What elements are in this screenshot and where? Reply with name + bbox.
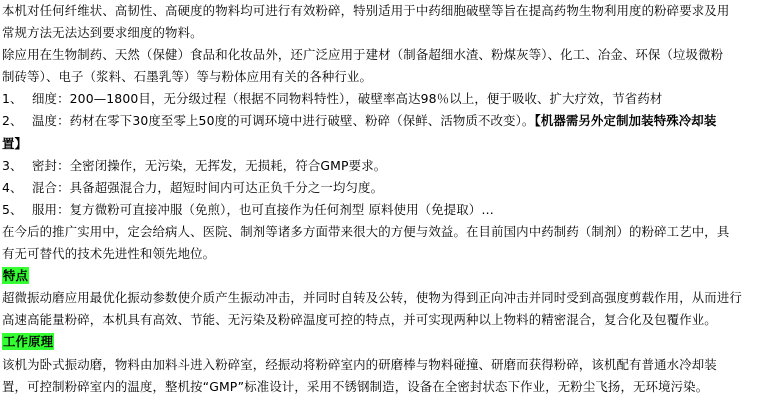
- section-heading-principle: 工作原理: [3, 334, 54, 350]
- feature-text: 密封：全密闭操作，无污染，无挥发，无损耗，符合GMP要求。: [32, 157, 387, 173]
- feature-number: 2、: [2, 113, 23, 129]
- feature-bold-note: 【机器需另外定制加装特殊冷却装: [534, 113, 717, 129]
- feature-bold-note-continued: 置】: [2, 135, 28, 151]
- section-heading-principle-row: [2, 331, 759, 353]
- feature-item-dosage: [2, 199, 759, 221]
- feature-number: 4、: [2, 179, 23, 195]
- feature-number: 1、: [2, 91, 23, 107]
- outlook-line-1: 在今后的推广实用中，定会给病人、医院、制剂等诸多方面带来很大的方便与效益。在目前国内中药制药（制剂）的粉碎工艺中，具: [2, 223, 730, 239]
- principle-description-line-1: 该机为卧式振动磨，物料由加料斗进入粉碎室，经振动将粉碎室内的研磨棒与物料碰撞、研磨而获得粉碎，该机配有普通水冷却装: [2, 356, 717, 372]
- principle-description-line-2: 置，可控制粉碎室内的温度，整机按“GMP”标准设计，采用不锈钢制造，设备在全密封状态下作业，无粉尘飞扬，无环境污染。: [2, 378, 709, 394]
- intro-paragraph-1-line-2: 常规方法无法达到要求细度的物料。: [2, 25, 203, 41]
- section-heading-features: 特点: [3, 268, 29, 284]
- intro-paragraph-2-line-2: 制砖等）、电子（浆料、石墨乳等）等与粉体应用有关的各种行业。: [2, 69, 373, 85]
- intro-paragraph-1-line-1: 本机对任何纤维状、高韧性、高硬度的物料均可进行有效粉碎，特别适用于中药细胞破壁等旨在提高药物生物利用度的粉碎要求及用: [2, 3, 730, 18]
- feature-item-fineness: [2, 88, 759, 110]
- feature-item-mixing: [2, 177, 759, 199]
- feature-number: 5、: [2, 201, 23, 217]
- feature-text: 细度：200—1800目，无分级过程（根据不同物料特性），破壁率高达98％以上，便于吸收、扩大疗效，节省药材: [32, 91, 663, 107]
- features-description-line-2: 高速高能量粉碎，本机具有高效、节能、无污染及粉碎温度可控的特点，并可实现两种以上物料的精密混合，复合化及包覆作业。: [2, 312, 717, 328]
- feature-item-temperature: [2, 110, 759, 132]
- feature-text: 混合：具备超强混合力，超短时间内可达正负千分之一均匀度。: [32, 179, 384, 195]
- feature-text: 温度：药材在零下30度至零上50度的可调环境中进行破壁、粉碎（保鲜、活物质不改变）。: [32, 113, 535, 129]
- feature-text: 服用：复方微粉可直接冲服（免煎），也可直接作为任何剂型 原料使用（免提取）…: [32, 201, 494, 217]
- features-description-line-1: 超微振动磨应用最优化振动参数使介质产生振动冲击，并同时自转及公转，使物为得到正向冲击并同时受到高强度剪载作用，从而进行: [2, 290, 742, 306]
- section-heading-features-row: [2, 265, 759, 287]
- outlook-line-2: 有无可替代的技术先进性和领先地位。: [2, 246, 216, 262]
- feature-item-sealing: [2, 155, 759, 177]
- intro-paragraph-2-line-1: 除应用在生物制药、天然（保健）食品和化妆品外，还广泛应用于建材（制备超细水渣、粉煤灰等）、化工、冶金、环保（垃圾微粉: [2, 47, 724, 63]
- feature-number: 3、: [2, 157, 23, 173]
